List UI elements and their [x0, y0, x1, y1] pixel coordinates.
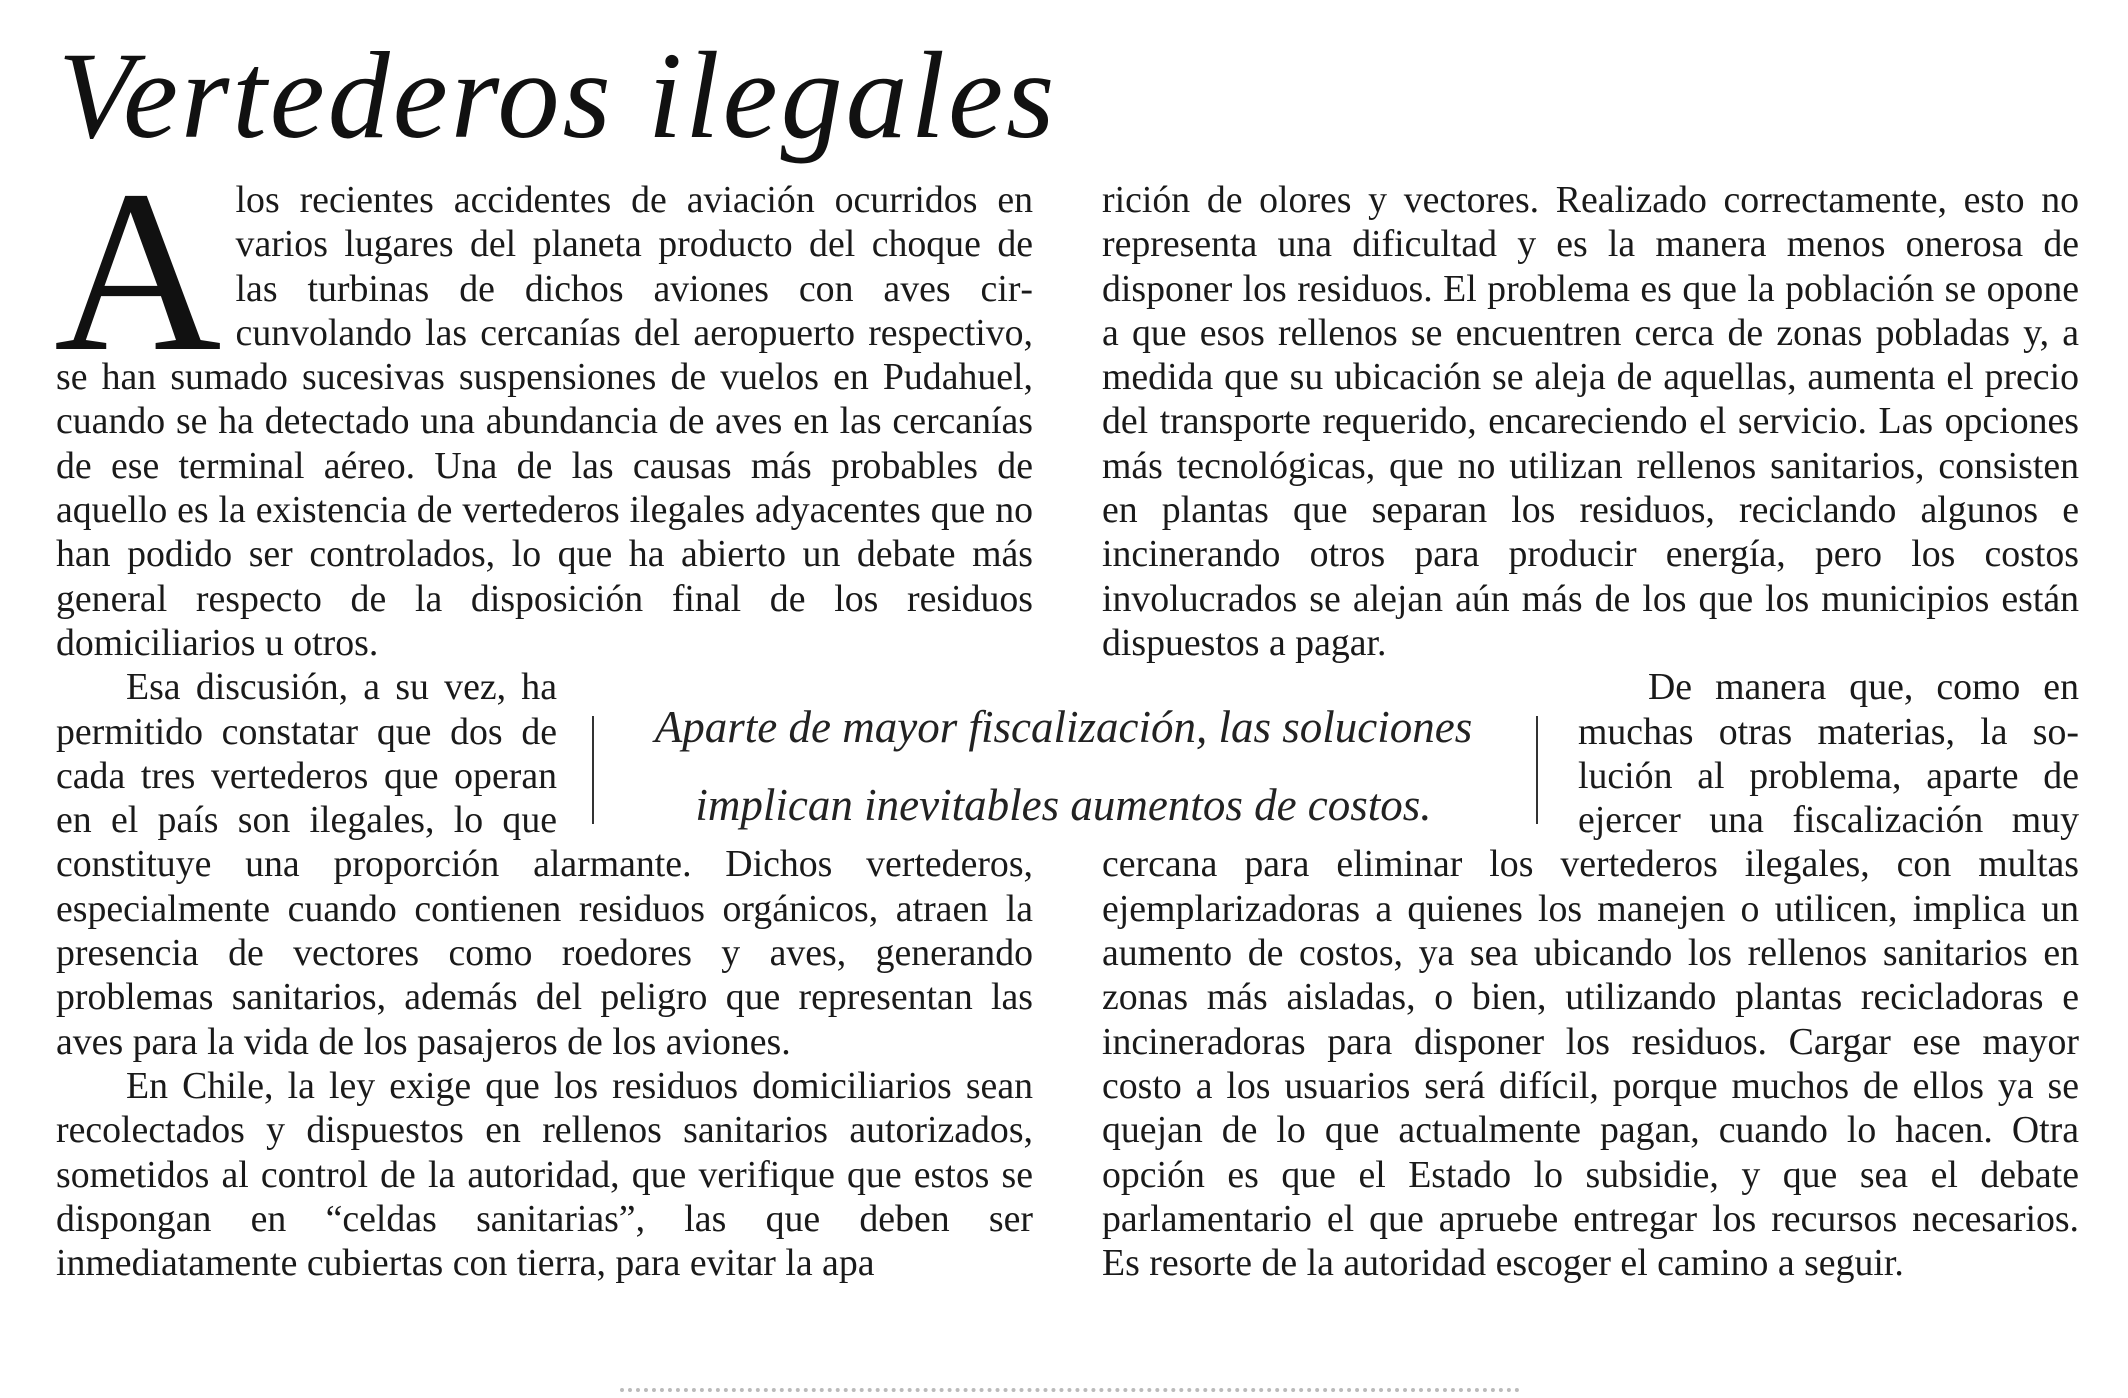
- paragraph-3: En Chile, la ley exige que los residuos domiciliarios sean recolectados y dispuestos en rellenos sanitarios autorizados, sometidos al control de la autoridad, que verifique que estos se dispongan en “celdas sanitarias”, las que deben ser inmediatamente cubiertas con tierra, para evitar la apa: [56, 1064, 1033, 1285]
- pull-quote-line-1: Aparte de mayor fiscalización, las soluciones: [654, 702, 1473, 752]
- drop-cap: A: [54, 143, 222, 400]
- bottom-dotted-rule: [620, 1388, 1520, 1398]
- paragraph-1: [54, 143, 1033, 665]
- pull-quote: [592, 700, 1535, 832]
- pull-quote-line-2: implican inevitables aumentos de costos.: [695, 780, 1432, 830]
- paragraph-4: De manera que, como en muchas otras materias, la solución al problema, aparte de ejercer una fiscalización muy cercana para eliminar los vertederos ilegales, con multas ejemplarizadoras a quienes los manejen o utilicen, implica un aumento de costos, ya sea ubicando los rellenos sanitarios en zonas más aisladas, o bien, utilizando plantas recicladoras e incineradoras para disponer los residuos. Cargar ese mayor costo a los usuarios será difícil, porque muchos de ellos ya se quejan de lo que actualmente pagan, cuando lo hacen. Otra opción es que el Estado lo subsidie, y que sea el debate parlamentario el que apruebe entregar los recursos necesarios. Es resorte de la autoridad escoger el camino a seguir.: [1102, 666, 2079, 1285]
- paragraph-2: Esa discusión, a su vez, ha permitido constatar que dos de cada tres vertederos que operan en el país son ilegales, lo que constituye una proporción alarmante. Dichos vertederos, especialmente cuando contienen residuos orgánicos, atraen la presencia de vectores como roedores y aves, generando problemas sanitarios, además del peligro que representan las aves para la vida de los pasajeros de los aviones.: [56, 666, 1033, 1063]
- pull-quote-rule-right: [1536, 716, 1538, 824]
- paragraph-3-continued: rición de olores y vectores. Realizado correctamente, esto no representa una dificultad y es la manera menos onerosa de disponer los residuos. El problema es que la población se opone a que esos rellenos se encuentren cerca de zonas pobladas y, a medida que su ubicación se aleja de aquellas, aumenta el precio del transporte requerido, encareciendo el servicio. Las opciones más tecnológicas, que no utilizan rellenos sanitarios, consisten en plantas que separan los residuos, reciclando algunos e incinerando otros para producir energía, pero los costos involucrados se alejan aún más de los que los municipios están dispuestos a pagar.: [1102, 179, 2079, 664]
- article-title: Vertederos ilegales: [58, 27, 1058, 164]
- paragraph-1-text: los recientes accidentes de aviación ocurridos en varios lugares del planeta producto del choque de las turbinas de dichos aviones con aves circunvolando las cercanías del aeropuerto respectivo, se han sumado sucesivas suspensiones de vuelos en Pudahuel, cuando se ha detectado una abundancia de aves en las cercanías de ese terminal aéreo. Una de las causas más probables de aquello es la existencia de vertederos ilegales adyacentes que no han podido ser controlados, lo que ha abierto un debate más general respecto de la disposición final de los residuos domiciliarios u otros.: [56, 179, 1033, 664]
